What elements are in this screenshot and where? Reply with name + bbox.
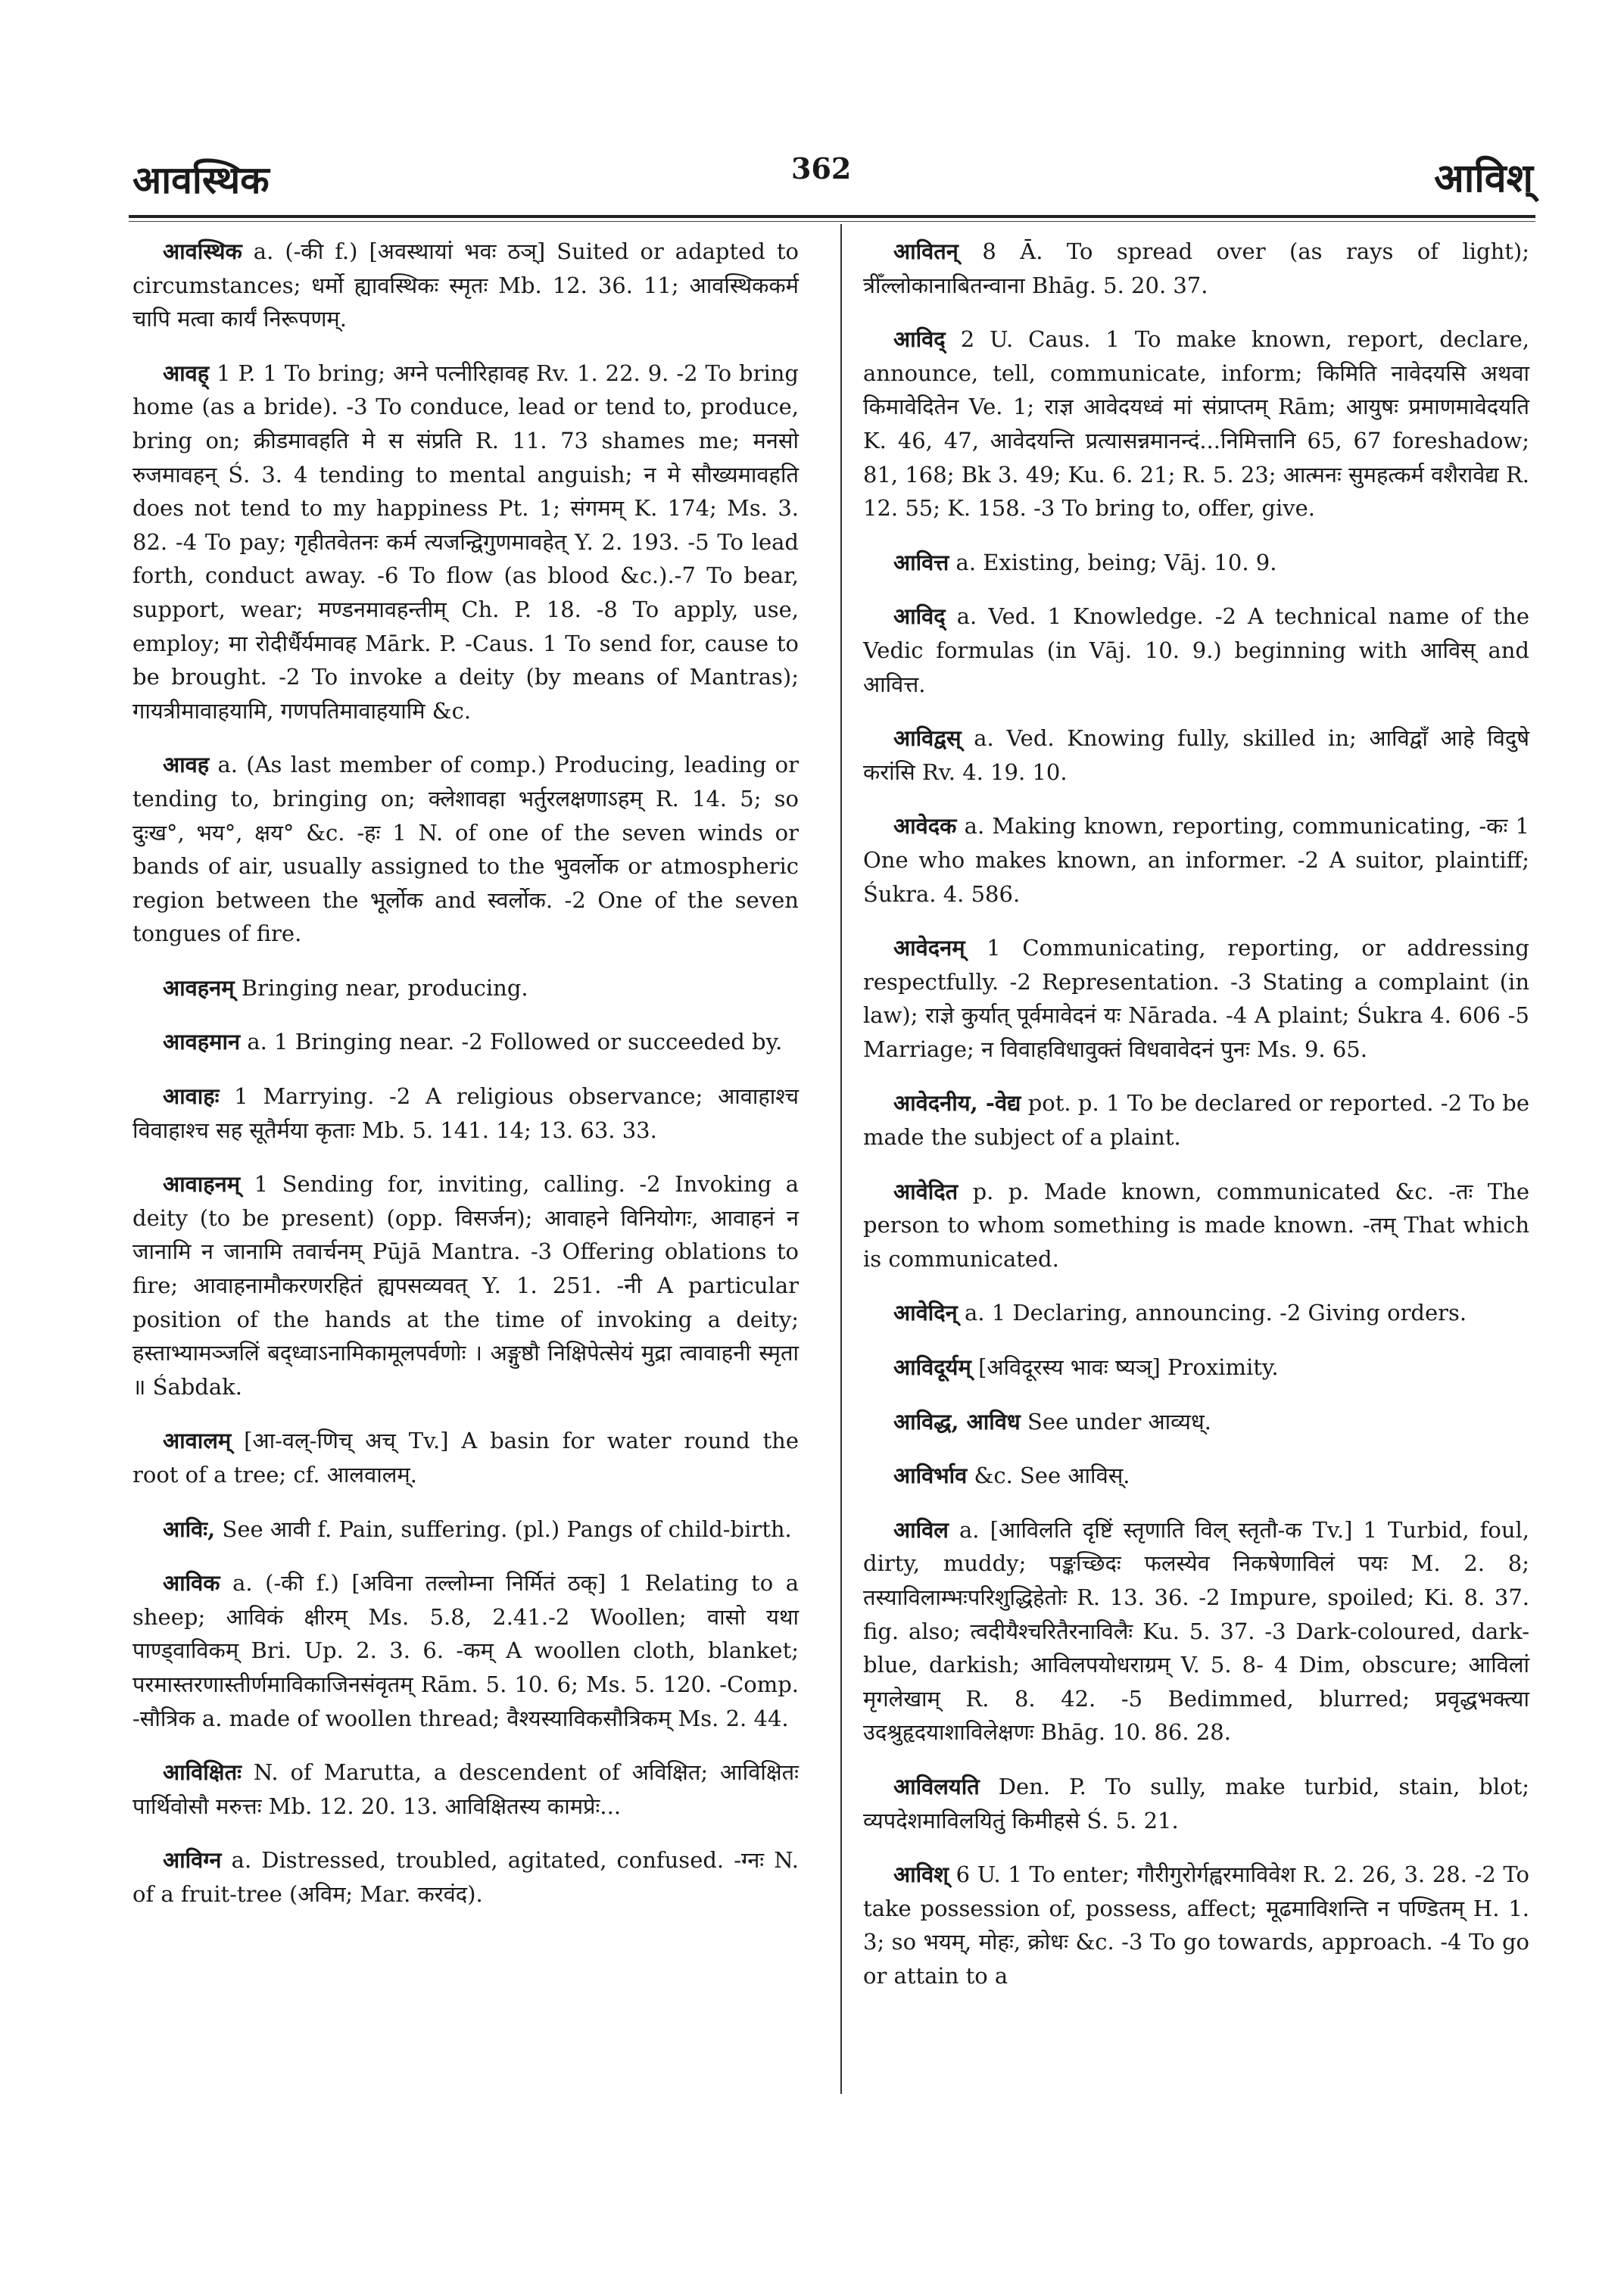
header-rule-thick (129, 215, 1535, 218)
entry-definition: Den. P. To sully, make turbid, stain, blot; व्यपदेशमाविलयितुं किमीहसे Ś. 5. 21. (863, 1773, 1529, 1833)
dictionary-entry (863, 1459, 1529, 1493)
dictionary-entry (863, 1858, 1529, 1992)
entry-headword: आवेदिन् (893, 1300, 958, 1326)
entry-headword: आवेदित (893, 1178, 959, 1204)
entry-definition: a. Distressed, troubled, agitated, confused. -ग्नः N. of a fruit-tree (अविम; Mar. करवंद). (132, 1847, 800, 1907)
entry-definition: a. Ved. Knowing fully, skilled in; आविद्वाँ आहे विदुषे करांसि Rv. 4. 19. 10. (863, 725, 1530, 785)
entry-definition: a. Existing, being; Vāj. 10. 9. (955, 549, 1277, 575)
column-divider (840, 224, 842, 2094)
dictionary-entry (132, 1843, 799, 1911)
dictionary-entry (863, 1405, 1529, 1439)
entry-headword: आवितन् (893, 238, 959, 264)
dictionary-entry (132, 1756, 799, 1823)
entry-headword: आविल (893, 1516, 949, 1543)
entry-definition: a. (As last member of comp.) Producing, leading or tending to, bringing on; क्लेशावहा भर्तुरलक्षणाऽहम् R. 14. 5; so दुःख°, भय°, क्षय° &c. -हः 1 N. of one of the seven winds or bands of air, usually assigned to the भुवर्लोक or atmospheric region between the भूर्लोक and स्वर्लोक. -2 One of the seven tongues of fire. (132, 752, 799, 947)
dictionary-entry (132, 1566, 799, 1735)
header-right-guide-word: आविश् (1434, 155, 1533, 201)
entry-headword: आविदूर्यम् (893, 1354, 971, 1381)
right-column (863, 235, 1529, 2014)
entry-headword: आवालम् (163, 1428, 232, 1454)
entry-headword: आवेदनीय, -वेद्य (893, 1090, 1021, 1117)
dictionary-entry (863, 721, 1529, 789)
entry-headword: आवह (163, 752, 210, 778)
page-number: 362 (791, 151, 852, 185)
entry-headword: आवेदनम् (893, 935, 965, 961)
entry-headword: आवेदक (893, 813, 957, 840)
entry-definition: 1 Sending for, inviting, calling. -2 Invoking a deity (to be present) (opp. विसर्जन); आवाहने विनियोगः, आवाहनं न जानामि न जानामि तवार्चनम् Pūjā Mantra. -3 Offering oblations to fire; आवाहनामौकरणरहितं ह्यपसव्यवत् Y. 1. 251. -नी A particular position of the hands at the time of invoking a deity; हस्ताभ्यामञ्जलिं बद्ध्वाऽनामिकामूलपर्वणोः । अङ्गुष्ठौ निक्षिपेत्सेयं मुद्रा त्वावाहनी स्मृता ॥ Śabdak. (132, 1171, 800, 1400)
entry-headword: आविलयति (893, 1773, 980, 1799)
header-left-guide-word: आवस्थिक (132, 157, 270, 202)
entry-headword: आविक (163, 1570, 220, 1597)
dictionary-entry (863, 546, 1529, 580)
entry-definition: a. (-की f.) [अविना तल्लोम्ना निर्मितं ठक्] 1 Relating to a sheep; आविकं क्षीरम् Ms. 5.8, 2.41.-2 Woollen; वासो यथा पाण्ड्वाविकम् Bri. Up. 2. 3. 6. -कम् A woollen cloth, blanket; परमास्तरणास्तीर्णमाविकाजिनसंवृतम् Rām. 5. 10. 6; Ms. 5. 120. -Comp. -सौत्रिक a. made of woollen thread; वैश्यस्याविकसौत्रिकम् Ms. 2. 44. (132, 1570, 800, 1731)
entry-definition: a. Making known, reporting, communicating, -कः 1 One who makes known, an informer. -2 A suitor, plaintiff; Śukra. 4. 586. (863, 813, 1529, 907)
dictionary-entry (132, 1080, 799, 1147)
entry-headword: आविर्भाव (893, 1463, 968, 1489)
dictionary-entry (132, 748, 799, 951)
dictionary-entry (863, 1086, 1529, 1154)
dictionary-entry (863, 1175, 1529, 1276)
entry-definition: a. 1 Declaring, announcing. -2 Giving orders. (965, 1300, 1467, 1326)
dictionary-entry (863, 1513, 1529, 1749)
dictionary-entry (132, 235, 799, 336)
dictionary-entry (863, 809, 1529, 911)
dictionary-entry (132, 1025, 799, 1059)
entry-definition: a. 1 Bringing near. -2 Followed or succeeded by. (247, 1029, 783, 1055)
entry-headword: आविक्षितः (163, 1759, 242, 1786)
entry-headword: आवहमान (163, 1029, 241, 1055)
entry-definition: a. Ved. 1 Knowledge. -2 A technical name of the Vedic formulas (in Vāj. 10. 9.) beginning with आविस् and आवित्त. (863, 603, 1530, 697)
left-column (132, 235, 799, 1932)
entry-headword: आविश् (893, 1862, 949, 1888)
entry-definition: a. (-की f.) [अवस्थायां भवः ठञ्] Suited or adapted to circumstances; धर्मो ह्यावस्थिकः स्मृतः Mb. 12. 36. 11; आवस्थिककर्म चापि मत्वा कार्यं निरूपणम्. (132, 238, 799, 332)
page-header (132, 148, 1533, 209)
entry-definition: N. of Marutta, a descendent of अविक्षित; आविक्षितः पार्थिवोसौ मरुत्तः Mb. 12. 20. 13. आविक्षितस्य कामप्रेः... (132, 1759, 800, 1819)
entry-headword: आविग्न (163, 1847, 222, 1874)
entry-headword: आवस्थिक (163, 238, 242, 264)
entry-headword: आवहनम् (163, 974, 235, 1001)
entry-definition: 1 Communicating, reporting, or addressing respectfully. -2 Representation. -3 Stating a complaint (in law); राज्ञे कुर्यात् पूर्वमावेदनं यः Nārada. -4 A plaint; Śukra 4. 606 -5 Marriage; न विवाहविधावुक्तं विधवावेदनं पुनः Ms. 9. 65. (863, 935, 1529, 1062)
dictionary-entry (132, 971, 799, 1005)
entry-headword: आवाहनम् (163, 1171, 241, 1198)
entry-definition: 6 U. 1 To enter; गौरीगुरोर्गह्वरमाविवेश R. 2. 26, 3. 28. -2 To take possession of, possess, affect; मूढमाविशन्ति न पण्डितम् H. 1. 3; so भयम्, मोहः, क्रोधः &c. -3 To go towards, approach. -4 To go or attain to a (863, 1862, 1529, 1989)
dictionary-entry (863, 1296, 1529, 1330)
dictionary-entry (863, 235, 1529, 302)
entry-definition: [अविदूरस्य भावः ष्यञ्] Proximity. (978, 1354, 1279, 1381)
dictionary-entry (863, 1351, 1529, 1385)
dictionary-entry (863, 1770, 1529, 1837)
entry-definition: 2 U. Caus. 1 To make known, report, declare, announce, tell, communicate, inform; किमिति नावेदयसि अथवा किमावेदितेन Ve. 1; राज्ञ आवेदयध्वं मां संप्राप्तम् Rām; आयुषः प्रमाणमावेदयति K. 46, 47, आवेदयन्ति प्रत्यासन्नमानन्दं...निमित्तानि 65, 67 foreshadow; 81, 168; Bk 3. 49; Ku. 6. 21; R. 5. 23; आत्मनः सुमहत्कर्म वशैरावेद्य R. 12. 55; K. 158. -3 To bring to, offer, give. (863, 326, 1529, 522)
entry-definition: See under आव्यध्. (1027, 1408, 1211, 1435)
entry-headword: आवह् (163, 360, 210, 386)
dictionary-entry (132, 357, 799, 728)
entry-headword: आविः, (163, 1516, 216, 1542)
entry-headword: आविद्ध, आविध (893, 1408, 1021, 1435)
entry-definition: &c. See आविस्. (974, 1463, 1130, 1489)
entry-definition: p. p. Made known, communicated &c. -तः The person to whom something is made known. -तम् That which is communicated. (863, 1178, 1529, 1272)
dictionary-entry (863, 931, 1529, 1066)
entry-headword: आवित्त (893, 549, 949, 575)
entry-headword: आविद् (893, 326, 946, 353)
entry-definition: See आवी f. Pain, suffering. (pl.) Pangs of child-birth. (222, 1516, 792, 1542)
dictionary-entry (863, 600, 1529, 701)
entry-definition: 1 P. 1 To bring; अग्ने पत्नीरिहावह Rv. 1. 22. 9. -2 To bring home (as a bride). -3 To conduce, lead or tend to, produce, bring on; क्रीडमावहति मे स संप्रति R. 11. 73 shames me; मनसो रुजमावहन् Ś. 3. 4 tending to mental anguish; न मे सौख्यमावहति does not tend to my happiness Pt. 1; संगमम् K. 174; Ms. 3. 82. -4 To pay; गृहीतवेतनः कर्म त्यजन्द्विगुणमावहेत् Y. 2. 193. -5 To lead forth, conduct away. -6 To flow (as blood &c.).-7 To bear, support, wear; मण्डनमावहन्तीम् Ch. P. 18. -8 To apply, use, employ; मा रोदीर्धैर्यमावह Mārk. P. -Caus. 1 To send for, cause to be brought. -2 To invoke a deity (by means of Mantras); गायत्रीमावाहयामि, गणपतिमावाहयामि &c. (132, 360, 799, 724)
dictionary-entry (863, 322, 1529, 525)
entry-definition: 1 Marrying. -2 A religious observance; आवाहाश्च विवाहाश्च सह सूतैर्मया कृताः Mb. 5. 141. 14; 13. 63. 33. (132, 1083, 800, 1143)
dictionary-entry (132, 1167, 799, 1404)
dictionary-entry (132, 1513, 799, 1547)
entry-definition: 8 Ā. To spread over (as rays of light); त्रीँल्लोकानाबितन्वाना Bhāg. 5. 20. 37. (863, 238, 1530, 298)
entry-definition: Bringing near, producing. (241, 974, 528, 1001)
dictionary-entry (132, 1424, 799, 1491)
entry-definition: [आ-वल्-णिच् अच् Tv.] A basin for water round the root of a tree; cf. आलवालम्. (132, 1428, 800, 1488)
entry-definition: pot. p. 1 To be declared or reported. -2 To be made the subject of a plaint. (863, 1090, 1529, 1151)
entry-headword: आवाहः (163, 1083, 220, 1110)
entry-definition: a. [आविलति दृष्टिं स्तृणाति विल् स्तृतौ-क Tv.] 1 Turbid, foul, dirty, muddy; पङ्कच्छिदः फलस्येव निकषेणाविलं पयः M. 2. 8; तस्याविलाम्भःपरिशुद्धिहेतोः R. 13. 36. -2 Impure, spoiled; Ki. 8. 37. fig. also; त्वदीयैश्चरितैरनाविलैः Ku. 5. 37. -3 Dark-coloured, dark-blue, darkish; आविलपयोधराग्रम् V. 5. 8- 4 Dim, obscure; आविलां मृगलेखाम् R. 8. 42. -5 Bedimmed, blurred; प्रवृद्धभक्त्या उदश्रुहृदयाशाविलेक्षणः Bhāg. 10. 86. 28. (863, 1516, 1530, 1746)
entry-headword: आविद् (893, 603, 946, 630)
entry-headword: आविद्वस् (893, 725, 962, 752)
header-rule-thin (129, 221, 1535, 222)
